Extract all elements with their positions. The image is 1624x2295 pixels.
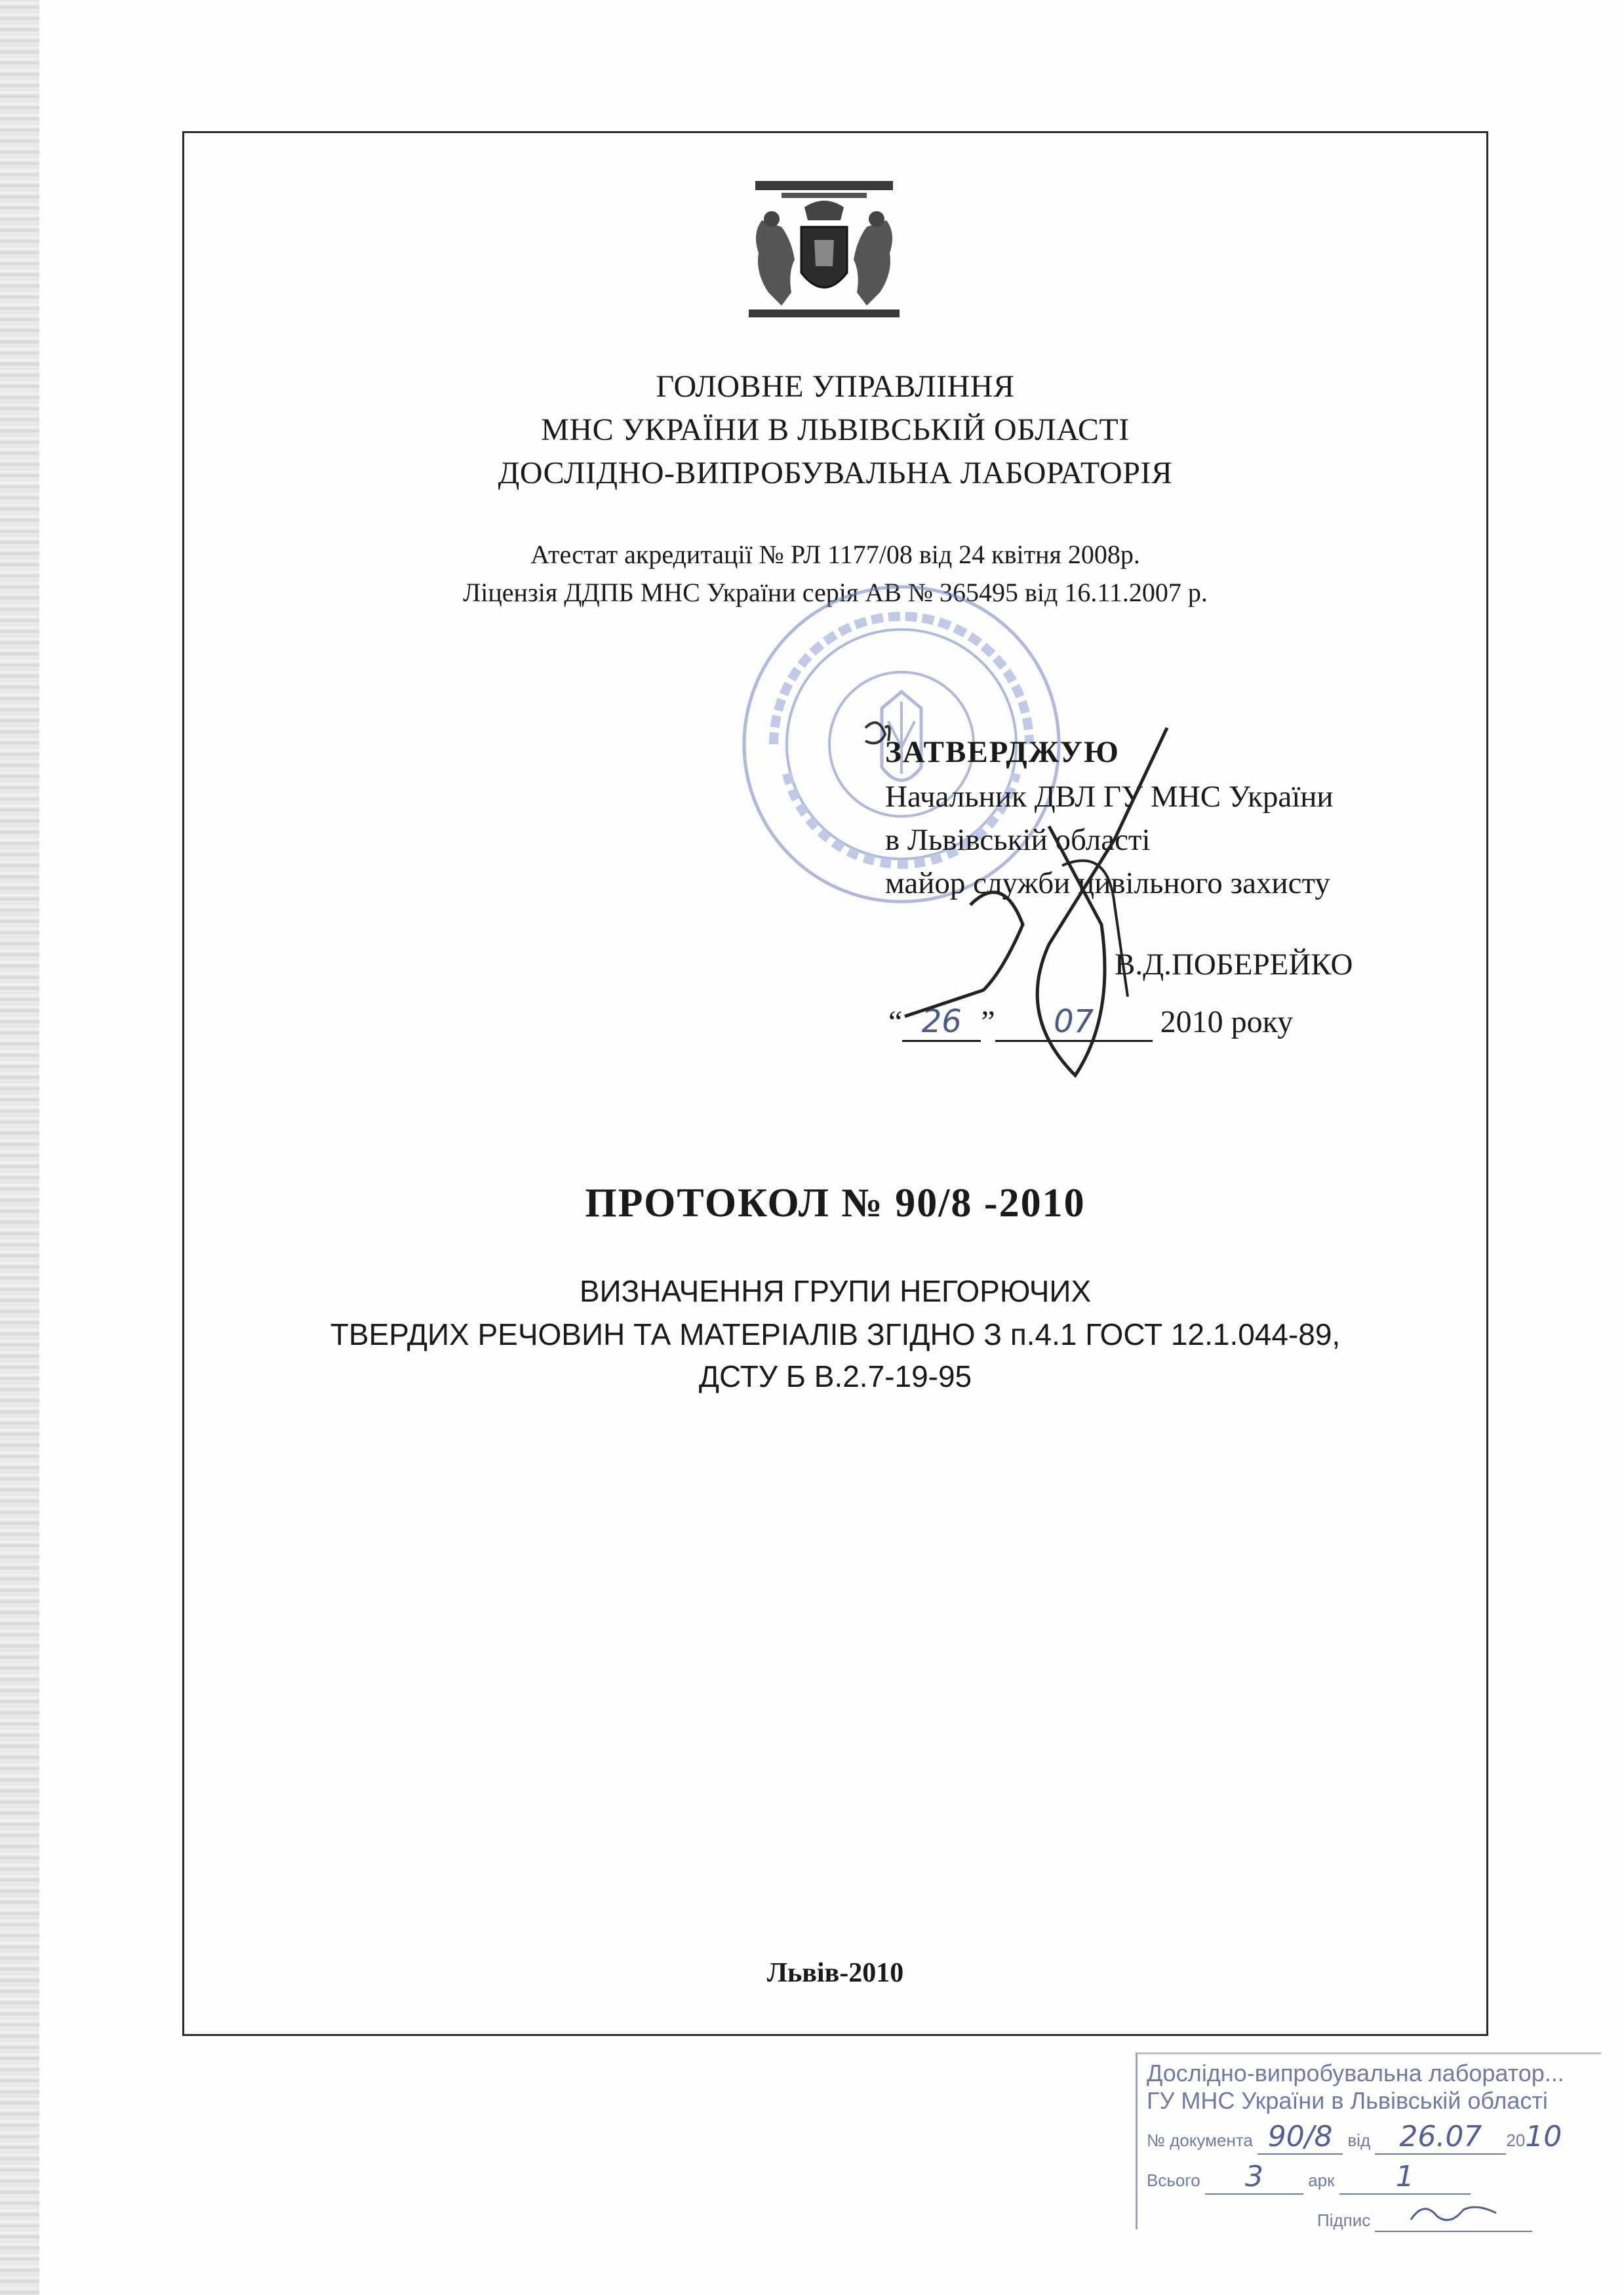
sheets-value: 1 [1339,2160,1471,2195]
org-line-2: МНС УКРАЇНИ В ЛЬВІВСЬКІЙ ОБЛАСТІ [541,412,1130,447]
registration-stamp [1136,2052,1601,2229]
reg-stamp-total-row [1147,2160,1592,2195]
approval-region-line: в Львівській області [885,823,1151,857]
accreditation-line: Атестат акредитації № РЛ 1177/08 від 24 квітня 2008р. [530,540,1140,569]
protocol-subject-line-3: ДСТУ Б В.2.7-19-95 [698,1359,972,1393]
sheets-label: арк [1308,2170,1335,2190]
scan-edge-artifact [0,0,39,2295]
date-year: 2010 року [1160,1005,1294,1039]
approval-rank-line: майор служби цивільного захисту [885,866,1330,900]
quote-close: ” [981,1005,995,1039]
reg-stamp-line-1: Дослідно-випробувальна лаборатор... [1147,2060,1564,2086]
stamp-signature [1404,2200,1503,2226]
doc-from-label: від [1347,2130,1371,2150]
approval-title: ЗАТВЕРДЖУЮ [885,735,1120,769]
sign-label: Підпис [1317,2210,1371,2230]
sign-line [1375,2200,1532,2232]
protocol-subject-line-2: ТВЕРДИХ РЕЧОВИН ТА МАТЕРІАЛІВ ЗГІДНО З п.4.1 ГОСТ 12.1.044-89, [330,1317,1341,1351]
org-line-1: ГОЛОВНЕ УПРАВЛІННЯ [656,369,1015,404]
license-line: Ліцензія ДДПБ МНС України серія АВ № 365495 від 16.11.2007 р. [463,578,1208,607]
quote-open: “ [888,1005,903,1039]
approval-name: В.Д.ПОБЕРЕЙКО [1115,948,1353,982]
coat-of-arms-emblem [742,181,906,321]
protocol-subject-line-1: ВИЗНАЧЕННЯ ГРУПИ НЕГОРЮЧИХ [579,1274,1092,1308]
doc-number-label: № документа [1147,2130,1253,2150]
reg-stamp-line-2: ГУ МНС України в Львівській області [1147,2087,1548,2114]
org-line-3: ДОСЛІДНО-ВИПРОБУВАЛЬНА ЛАБОРАТОРІЯ [498,456,1173,490]
reg-stamp-doc-row [1147,2120,1592,2155]
date-day: 26 [902,1003,981,1042]
protocol-title: ПРОТОКОЛ № 90/8 -2010 [585,1181,1086,1226]
total-value: 3 [1205,2160,1303,2195]
total-label: Всього [1147,2170,1200,2190]
doc-from-value: 26.07 [1375,2120,1506,2155]
doc-number-value: 90/8 [1258,2120,1343,2155]
doc-year-prefix: 20 [1506,2130,1526,2150]
approval-position-line: Начальник ДВЛ ГУ МНС України [885,780,1334,814]
doc-year-value: 10 [1525,2120,1562,2153]
handwritten-signature [852,708,1246,1115]
reg-stamp-sign-row [1147,2200,1592,2232]
date-month: 07 [995,1003,1153,1042]
city-year: Львів-2010 [766,1958,904,1988]
